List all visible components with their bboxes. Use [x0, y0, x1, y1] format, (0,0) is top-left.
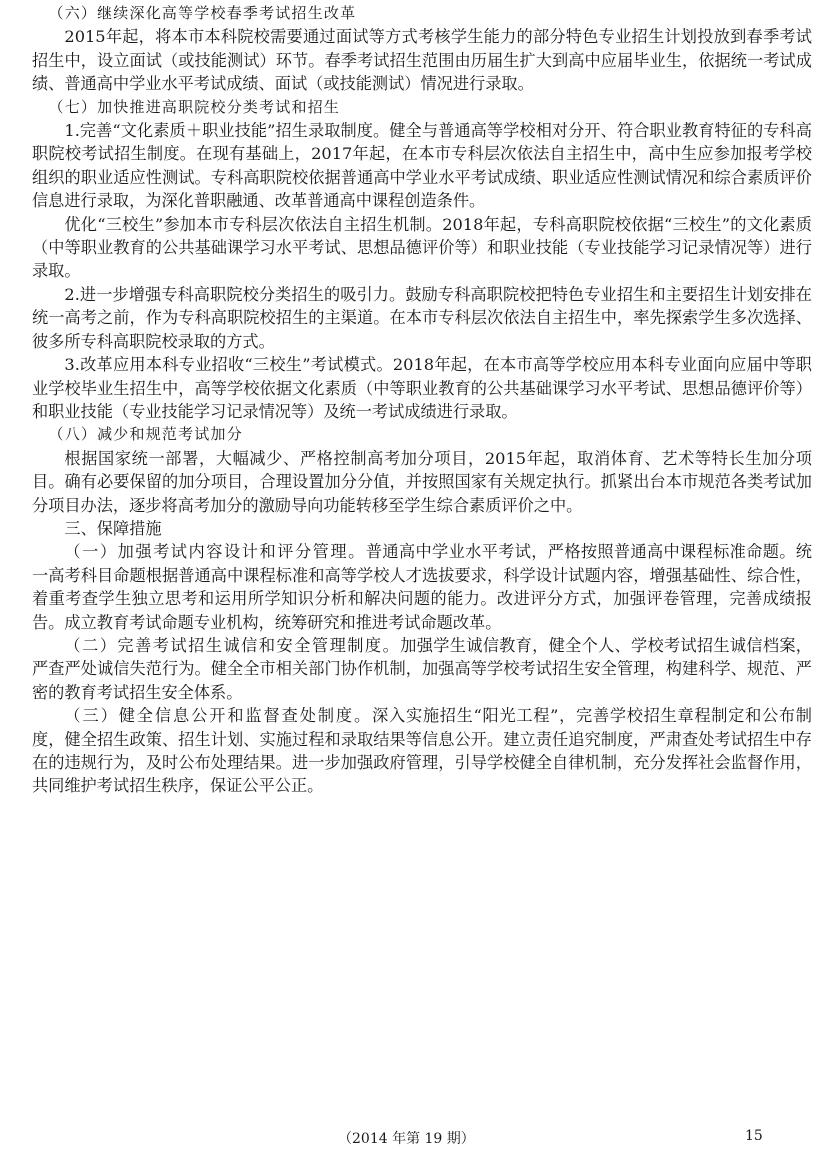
heading-6: （六）继续深化高等学校春季考试招生改革 [48, 4, 357, 22]
page-number: 15 [745, 1128, 763, 1144]
safeguard-1-lead: （一）加强考试内容设计和评分管理。 [64, 542, 366, 562]
paragraph-7-2: 2.进一步增强专科高职院校分类招生的吸引力。鼓励专科高职院校把特色专业招生和主要招生计划安排在统一高考之前，作为专科高职院校招生的主渠道。在本市专科层次依法自主招生中，率先探索学生多次选择、彼多所专科高职院校录取的方式。 [32, 284, 812, 351]
paragraph-safeguard-3 [32, 704, 812, 798]
document-body [32, 2, 812, 798]
issue-number: （2014 年第 19 期） [338, 1131, 475, 1147]
paragraph-7-1b: 优化“三校生”参加本市专科层次依法自主招生机制。2018年起，专科高职院校依据“三校生”的文化素质（中等职业教育的公共基础课学习水平考试、思想品德评价等）和职业技能（专业技能学习记录情况等）进行录取。 [32, 214, 812, 281]
paragraph-7-3: 3.改革应用本科专业招收“三校生”考试模式。2018年起，在本市高等学校应用本科专业面向应届中等职业学校毕业生招生中，高等学校依据文化素质（中等职业教育的公共基础课学习水平考试、思想品德评价等）和职业技能（专业技能学习记录情况等）及统一考试成绩进行录取。 [32, 355, 812, 421]
safeguard-1-body: 普通高中学业水平考试，严格按照普通高中课程标准命题。统一高考科目命题根据普通高中课程标准和高等学校人才选拔要求，科学设计试题内容，增强基础性、综合性，着重考查学生独立思考和运用所学知识分析和解决问题的能力。改进评分方式，加强评卷管理，完善成绩报告。成立教育考试命题专业机构，统筹研究和推进考试命题改革。 [32, 542, 812, 632]
paragraph-6: 2015年起，将本市本科院校需要通过面试等方式考核学生能力的部分特色专业招生计划投放到春季考试招生中，设立面试（或技能测试）环节。春季考试招生范围由历届生扩大到高中应届毕业生，依据统一考试成绩、普通高中学业水平考试成绩、面试（或技能测试）情况进行录取。 [32, 27, 812, 94]
safeguard-3-body: 深入实施招生“阳光工程”，完善学校招生章程制定和公布制度，健全招生政策、招生计划、实施过程和录取结果等信息公开。建立责任追究制度，严肃查处考试招生中存在的违规行为，及时公布处理结果。进一步加强政府管理，引导学校健全自律机制，充分发挥社会监督作用，共同维护考试招生秩序，保证公平公正。 [32, 706, 812, 796]
paragraph-safeguard-1 [32, 540, 812, 634]
page-footer [0, 1128, 827, 1152]
heading-7: （七）加快推进高职院校分类考试和招生 [48, 97, 341, 116]
paragraph-8: 根据国家统一部署，大幅减少、严格控制高考加分项目，2015年起，取消体育、艺术等特长生加分项目。确有必要保留的加分项目，合理设置加分分值，并按照国家有关规定执行。抓紧出台本市规范各类考试加分项目办法，逐步将高考加分的激励导向功能转移至学生综合素质评价之中。 [32, 448, 812, 515]
paragraph-safeguard-2 [32, 634, 812, 704]
safeguard-2-lead: （二）完善考试招生诚信和安全管理制度。 [64, 635, 401, 655]
safeguard-3-lead: （三）健全信息公开和监督查处制度。 [64, 706, 373, 726]
safeguard-2-body: 加强学生诚信教育，健全个人、学校考试招生诚信档案，严查严处诚信失范行为。健全全市相关部门协作机制，加强高等学校考试招生安全管理，构建科学、规范、严密的教育考试招生安全体系。 [32, 635, 812, 702]
heading-8: （八）减少和规范考试加分 [48, 425, 243, 444]
paragraph-7-1: 1.完善“文化素质＋职业技能”招生录取制度。健全与普通高等学校相对分开、符合职业教育特征的专科高职院校考试招生制度。在现有基础上，2017年起，在本市专科层次依法自主招生中，高中生应参加报考学校组织的职业适应性测试。专科高职院校依据普通高中学业水平考试成绩、职业适应性测试情况和综合素质评价信息进行录取，为深化普职融通、改革普通高中课程创造条件。 [32, 121, 812, 211]
section-3-title: 三、保障措施 [64, 518, 162, 538]
